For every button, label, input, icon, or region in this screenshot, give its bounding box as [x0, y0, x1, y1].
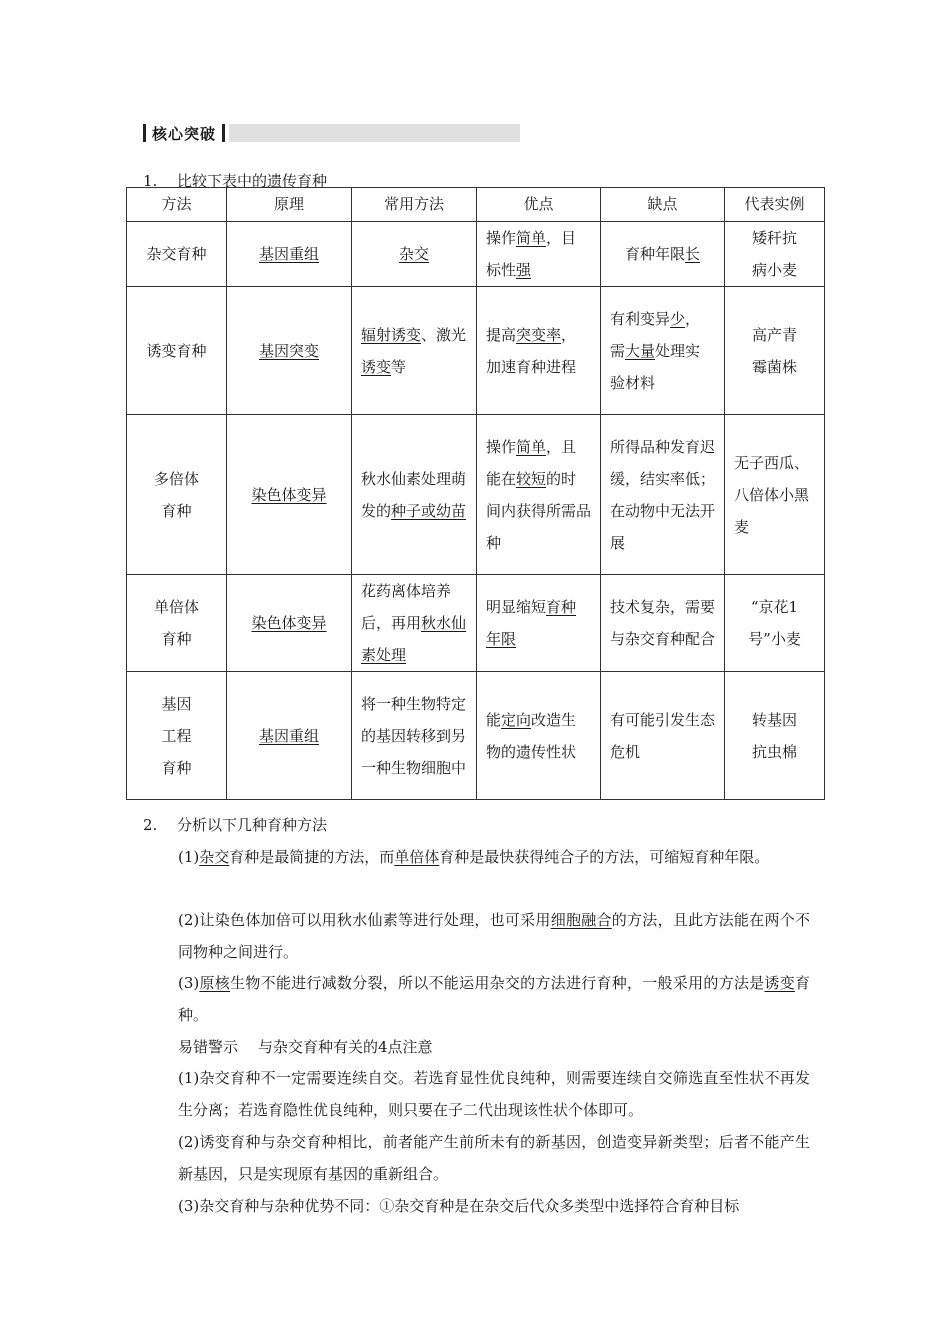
- cell-common-method: [352, 222, 477, 287]
- header-advantage: 优点: [477, 188, 601, 222]
- header-example: 代表实例: [725, 188, 825, 222]
- adv-underlined: 定向: [501, 710, 532, 729]
- cell-method: 基因工程育种: [127, 672, 227, 800]
- cell-example: 转基因抗虫棉: [725, 672, 825, 800]
- adv-text: 明显缩短: [486, 598, 547, 616]
- adv-text: ，加速育种进程: [486, 325, 577, 376]
- para-text: 的方法，且此方法能在两个不同物种之间进行。: [178, 911, 810, 961]
- cell-disadvantage: 有可能引发生态危机: [601, 672, 725, 800]
- cell-example: 无子西瓜、八倍体小黑麦: [725, 415, 825, 575]
- section-header-left-bar: [143, 124, 146, 142]
- cell-common-method: [352, 415, 477, 575]
- principle-text: 基因重组: [258, 726, 319, 745]
- cell-method: 杂交育种: [127, 222, 227, 287]
- warning-note-3: (3)杂交育种与杂种优势不同：①杂交育种是在杂交后代众多类型中选择符合育种目标: [178, 1197, 740, 1215]
- adv-text: 的时间内获得所需品种: [486, 469, 592, 552]
- header-principle: 原理: [227, 188, 352, 222]
- paragraph-2-3: [178, 967, 810, 1031]
- common-underlined: 种子或幼苗: [391, 501, 467, 520]
- cell-advantage: [477, 575, 601, 672]
- cell-principle: [227, 222, 352, 287]
- cell-example: 矮秆抗病小麦: [725, 222, 825, 287]
- cell-disadvantage: 技术复杂，需要与杂交育种配合: [601, 575, 725, 672]
- cell-disadvantage: [601, 287, 725, 415]
- para-underlined: 诱变: [764, 974, 795, 992]
- warning-note-1: (1)杂交育种不一定需要连续自交。若选育显性优良纯种，则需要连续自交筛选直至性状不再发生分离；若选育隐性优良纯种，则只要在子二代出现该性状个体即可。: [178, 1069, 810, 1119]
- cell-common-method: 将一种生物特定的基因转移到另一种生物细胞中: [352, 672, 477, 800]
- adv-underlined: 育种年限: [486, 598, 577, 648]
- cell-principle: [227, 672, 352, 800]
- item-1-number: 1.: [143, 172, 158, 190]
- principle-text: 染色体变异: [251, 485, 327, 504]
- para-text: 育种是最快获得纯合子的方法，可缩短育种年限。: [439, 848, 770, 866]
- adv-text: 能: [486, 710, 502, 729]
- item-2-number: 2.: [143, 816, 158, 834]
- dis-underlined: 大量: [625, 341, 656, 360]
- para-text: (1): [178, 848, 200, 866]
- dis-text: 处理实验材料: [610, 341, 701, 392]
- adv-text: ，且能在: [486, 437, 577, 488]
- cell-advantage: [477, 415, 601, 575]
- common-text: 、激光: [421, 325, 467, 344]
- adv-underlined: 突变率: [516, 325, 562, 344]
- adv-text: 操作: [486, 229, 517, 247]
- paragraph-2-1: [178, 841, 810, 873]
- cell-example: “京花1号”小麦: [725, 575, 825, 672]
- principle-text: 基因突变: [258, 341, 319, 360]
- common-underlined: 辐射诱变: [361, 325, 422, 344]
- item-2-title: 分析以下几种育种方法: [177, 816, 328, 834]
- common-underlined: 秋水仙素处理: [361, 614, 467, 664]
- common-underlined: 诱变: [361, 357, 392, 376]
- adv-underlined: 简单: [516, 437, 547, 456]
- adv-underlined: 强: [516, 261, 532, 279]
- adv-text: 提高: [486, 325, 517, 344]
- adv-underlined: 简单: [516, 229, 547, 247]
- dis-underlined: 少: [670, 309, 686, 328]
- table-row: [127, 415, 825, 575]
- dis-text: 育种年限: [624, 245, 685, 263]
- common-text: 秋水仙素处理萌发的: [361, 469, 467, 520]
- table-row: [127, 287, 825, 415]
- adv-text: ，目标性: [486, 229, 577, 279]
- principle-text: 染色体变异: [251, 614, 327, 632]
- para-text: (2)让染色体加倍可以用秋水仙素等进行处理，也可采用: [178, 911, 551, 929]
- cell-advantage: [477, 672, 601, 800]
- para-underlined: 杂交: [199, 848, 230, 866]
- cell-advantage: [477, 222, 601, 287]
- common-text: 杂交: [398, 245, 429, 263]
- table-row: [127, 575, 825, 672]
- cell-principle: [227, 415, 352, 575]
- dis-text: ，需: [610, 309, 701, 360]
- para-text: (3): [178, 974, 200, 992]
- adv-text: 操作: [486, 437, 517, 456]
- para-underlined: 单倍体: [394, 848, 440, 866]
- table-header-row: [127, 188, 825, 222]
- cell-common-method: [352, 287, 477, 415]
- cell-example: 高产青霉菌株: [725, 287, 825, 415]
- section-header: [143, 123, 520, 143]
- section-header-fill: [229, 124, 520, 142]
- para-underlined: 细胞融合: [550, 911, 612, 929]
- dis-underlined: 长: [685, 245, 701, 263]
- dis-text: 有利变异: [610, 309, 671, 328]
- principle-text: 基因重组: [258, 245, 319, 263]
- common-text: 花药离体培养后，再用: [361, 582, 452, 632]
- section-title: 核心突破: [152, 124, 217, 143]
- para-text: 育种。: [178, 974, 810, 1024]
- cell-principle: [227, 575, 352, 672]
- warning-heading: [178, 1036, 433, 1057]
- warning-note-2: (2)诱变育种与杂交育种相比，前者能产生前所未有的新基因，创造变异新类型；后者不能产生新基因，只是实现原有基因的重新组合。: [178, 1133, 810, 1183]
- para-text: 育种是最简捷的方法，而: [229, 848, 395, 866]
- breeding-comparison-table: [126, 187, 825, 800]
- cell-method: 多倍体育种: [127, 415, 227, 575]
- cell-disadvantage: [601, 222, 725, 287]
- item-2-heading: [143, 814, 327, 835]
- cell-advantage: [477, 287, 601, 415]
- table-row: [127, 672, 825, 800]
- item-1-title: 比较下表中的遗传育种: [177, 172, 328, 190]
- para-text: 生物不能进行减数分裂，所以不能运用杂交的方法进行育种，一般采用的方法是: [230, 974, 765, 992]
- cell-common-method: [352, 575, 477, 672]
- header-common-method: 常用方法: [352, 188, 477, 222]
- cell-method: 诱变育种: [127, 287, 227, 415]
- header-disadvantage: 缺点: [601, 188, 725, 222]
- warning-title: 与杂交育种有关的4点注意: [258, 1038, 433, 1056]
- section-header-right-bar: [222, 124, 225, 142]
- adv-text: 改造生物的遗传性状: [486, 710, 577, 761]
- cell-method: 单倍体育种: [127, 575, 227, 672]
- table-row: [127, 222, 825, 287]
- para-underlined: 原核: [199, 974, 231, 992]
- cell-disadvantage: 所得品种发育迟缓，结实率低；在动物中无法开展: [601, 415, 725, 575]
- common-text: 等: [391, 357, 407, 376]
- adv-underlined: 较短: [516, 469, 547, 488]
- warning-label: 易错警示: [178, 1038, 239, 1056]
- cell-principle: [227, 287, 352, 415]
- header-method: 方法: [127, 188, 227, 222]
- paragraph-2-2: [178, 904, 810, 968]
